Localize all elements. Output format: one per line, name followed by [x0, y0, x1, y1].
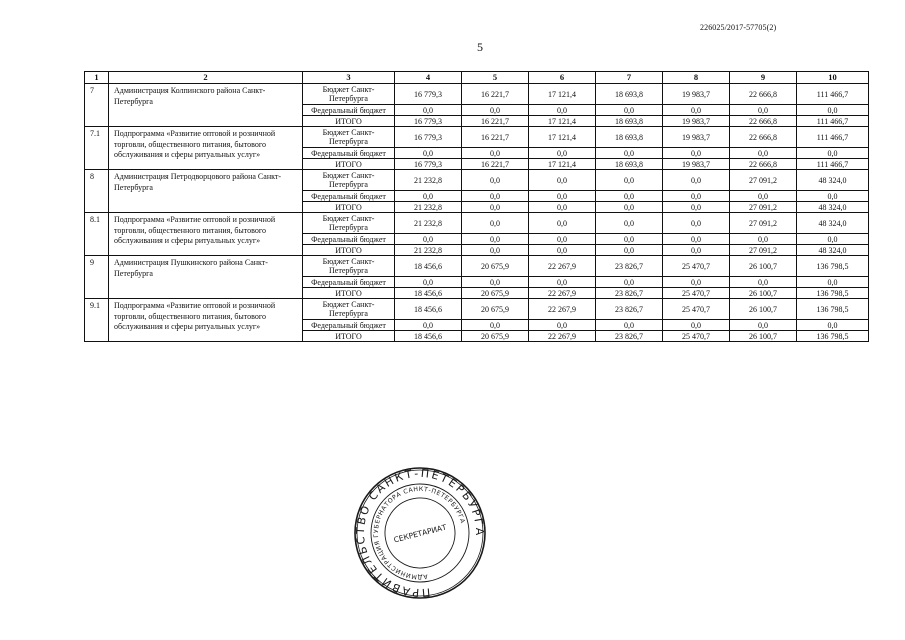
value-cell: 19 983,7 — [663, 159, 730, 170]
secretariat-stamp — [352, 465, 488, 601]
row-number: 9 — [85, 256, 109, 299]
funding-source: Федеральный бюджет — [303, 105, 395, 116]
row-name: Подпрограмма «Развитие оптовой и розничной торговли, общественного питания, бытового обслуживания и сферы ритуальных услуг» — [109, 127, 303, 170]
table-row — [85, 256, 869, 277]
value-cell: 19 983,7 — [663, 84, 730, 105]
value-cell: 0,0 — [730, 234, 797, 245]
value-cell: 0,0 — [529, 148, 596, 159]
value-cell: 0,0 — [596, 320, 663, 331]
row-name: Администрация Пушкинского района Санкт-Петербурга — [109, 256, 303, 299]
column-header: 10 — [797, 72, 869, 84]
value-cell: 0,0 — [730, 148, 797, 159]
value-cell: 136 798,5 — [797, 299, 869, 320]
value-cell: 27 091,2 — [730, 170, 797, 191]
value-cell: 0,0 — [596, 245, 663, 256]
value-cell: 0,0 — [529, 320, 596, 331]
value-cell: 22 267,9 — [529, 299, 596, 320]
table-row — [85, 299, 869, 320]
value-cell: 20 675,9 — [462, 331, 529, 342]
value-cell: 0,0 — [663, 234, 730, 245]
row-name: Подпрограмма «Развитие оптовой и розничной торговли, общественного питания, бытового обслуживания и сферы ритуальных услуг» — [109, 213, 303, 256]
value-cell: 0,0 — [462, 245, 529, 256]
funding-source: Бюджет Санкт-Петербурга — [303, 84, 395, 105]
row-number: 8.1 — [85, 213, 109, 256]
value-cell: 17 121,4 — [529, 127, 596, 148]
value-cell: 22 666,8 — [730, 84, 797, 105]
value-cell: 48 324,0 — [797, 213, 869, 234]
value-cell: 0,0 — [663, 277, 730, 288]
value-cell: 0,0 — [596, 105, 663, 116]
funding-source: ИТОГО — [303, 202, 395, 213]
value-cell: 0,0 — [797, 148, 869, 159]
value-cell: 16 779,3 — [395, 84, 462, 105]
value-cell: 0,0 — [529, 191, 596, 202]
funding-source: Федеральный бюджет — [303, 191, 395, 202]
value-cell: 136 798,5 — [797, 288, 869, 299]
value-cell: 16 779,3 — [395, 116, 462, 127]
value-cell: 0,0 — [395, 148, 462, 159]
row-number: 8 — [85, 170, 109, 213]
value-cell: 0,0 — [596, 213, 663, 234]
value-cell: 0,0 — [730, 320, 797, 331]
column-header: 5 — [462, 72, 529, 84]
value-cell: 111 466,7 — [797, 84, 869, 105]
column-header: 4 — [395, 72, 462, 84]
value-cell: 0,0 — [596, 234, 663, 245]
table-row — [85, 84, 869, 105]
value-cell: 26 100,7 — [730, 256, 797, 277]
value-cell: 0,0 — [730, 191, 797, 202]
row-name: Администрация Петродворцового района Санкт-Петербурга — [109, 170, 303, 213]
value-cell: 21 232,8 — [395, 170, 462, 191]
value-cell: 0,0 — [663, 191, 730, 202]
value-cell: 21 232,8 — [395, 245, 462, 256]
row-number: 7.1 — [85, 127, 109, 170]
value-cell: 136 798,5 — [797, 331, 869, 342]
value-cell: 26 100,7 — [730, 331, 797, 342]
value-cell: 23 826,7 — [596, 299, 663, 320]
value-cell: 111 466,7 — [797, 127, 869, 148]
funding-source: Федеральный бюджет — [303, 320, 395, 331]
column-header: 1 — [85, 72, 109, 84]
funding-source: ИТОГО — [303, 331, 395, 342]
value-cell: 27 091,2 — [730, 245, 797, 256]
value-cell: 0,0 — [797, 320, 869, 331]
value-cell: 0,0 — [395, 191, 462, 202]
value-cell: 0,0 — [797, 191, 869, 202]
value-cell: 0,0 — [395, 277, 462, 288]
value-cell: 25 470,7 — [663, 288, 730, 299]
value-cell: 0,0 — [462, 170, 529, 191]
funding-source: ИТОГО — [303, 116, 395, 127]
value-cell: 0,0 — [462, 277, 529, 288]
value-cell: 16 779,3 — [395, 127, 462, 148]
value-cell: 0,0 — [663, 320, 730, 331]
value-cell: 48 324,0 — [797, 170, 869, 191]
value-cell: 0,0 — [797, 277, 869, 288]
value-cell: 20 675,9 — [462, 288, 529, 299]
value-cell: 26 100,7 — [730, 288, 797, 299]
value-cell: 0,0 — [797, 234, 869, 245]
value-cell: 0,0 — [462, 202, 529, 213]
value-cell: 0,0 — [596, 148, 663, 159]
row-number: 9.1 — [85, 299, 109, 342]
value-cell: 0,0 — [529, 202, 596, 213]
value-cell: 22 267,9 — [529, 331, 596, 342]
value-cell: 0,0 — [797, 105, 869, 116]
value-cell: 21 232,8 — [395, 213, 462, 234]
value-cell: 111 466,7 — [797, 159, 869, 170]
value-cell: 0,0 — [462, 320, 529, 331]
value-cell: 22 666,8 — [730, 116, 797, 127]
value-cell: 0,0 — [462, 213, 529, 234]
value-cell: 16 221,7 — [462, 116, 529, 127]
value-cell: 111 466,7 — [797, 116, 869, 127]
value-cell: 136 798,5 — [797, 256, 869, 277]
value-cell: 0,0 — [596, 191, 663, 202]
value-cell: 22 267,9 — [529, 288, 596, 299]
value-cell: 17 121,4 — [529, 159, 596, 170]
value-cell: 23 826,7 — [596, 288, 663, 299]
value-cell: 0,0 — [462, 105, 529, 116]
value-cell: 22 666,8 — [730, 127, 797, 148]
value-cell: 0,0 — [596, 277, 663, 288]
value-cell: 0,0 — [529, 213, 596, 234]
value-cell: 0,0 — [596, 202, 663, 213]
stamp-outer-text: ПРАВИТЕЛЬСТВО САНКТ-ПЕТЕРБУРГА — [353, 466, 487, 600]
value-cell: 16 221,7 — [462, 84, 529, 105]
column-header: 2 — [109, 72, 303, 84]
funding-source: Бюджет Санкт-Петербурга — [303, 213, 395, 234]
value-cell: 26 100,7 — [730, 299, 797, 320]
value-cell: 20 675,9 — [462, 256, 529, 277]
value-cell: 0,0 — [395, 105, 462, 116]
value-cell: 0,0 — [529, 277, 596, 288]
value-cell: 0,0 — [395, 320, 462, 331]
value-cell: 0,0 — [529, 105, 596, 116]
table-row — [85, 170, 869, 191]
funding-source: Бюджет Санкт-Петербурга — [303, 170, 395, 191]
value-cell: 0,0 — [596, 170, 663, 191]
value-cell: 18 693,8 — [596, 127, 663, 148]
value-cell: 21 232,8 — [395, 202, 462, 213]
value-cell: 0,0 — [730, 277, 797, 288]
funding-source: ИТОГО — [303, 159, 395, 170]
value-cell: 19 983,7 — [663, 127, 730, 148]
value-cell: 25 470,7 — [663, 299, 730, 320]
value-cell: 48 324,0 — [797, 245, 869, 256]
value-cell: 18 456,6 — [395, 299, 462, 320]
table-row — [85, 127, 869, 148]
row-name: Подпрограмма «Развитие оптовой и розничной торговли, общественного питания, бытового обслуживания и сферы ритуальных услуг» — [109, 299, 303, 342]
value-cell: 0,0 — [529, 245, 596, 256]
funding-source: Бюджет Санкт-Петербурга — [303, 256, 395, 277]
value-cell: 23 826,7 — [596, 331, 663, 342]
value-cell: 25 470,7 — [663, 331, 730, 342]
value-cell: 16 779,3 — [395, 159, 462, 170]
value-cell: 27 091,2 — [730, 202, 797, 213]
value-cell: 0,0 — [462, 234, 529, 245]
value-cell: 18 456,6 — [395, 331, 462, 342]
column-header: 7 — [596, 72, 663, 84]
funding-source: Федеральный бюджет — [303, 234, 395, 245]
value-cell: 0,0 — [663, 170, 730, 191]
column-header: 3 — [303, 72, 395, 84]
value-cell: 0,0 — [462, 148, 529, 159]
value-cell: 16 221,7 — [462, 159, 529, 170]
value-cell: 18 693,8 — [596, 159, 663, 170]
value-cell: 22 666,8 — [730, 159, 797, 170]
value-cell: 16 221,7 — [462, 127, 529, 148]
value-cell: 20 675,9 — [462, 299, 529, 320]
page-number: 5 — [477, 40, 483, 54]
value-cell: 18 456,6 — [395, 256, 462, 277]
funding-source: ИТОГО — [303, 245, 395, 256]
stamp-inner-text: АДМИНИСТРАЦИЯ ГУБЕРНАТОРА САНКТ-ПЕТЕРБУРГА — [372, 485, 466, 581]
stamp-center-text: СЕКРЕТАРИАТ — [392, 522, 448, 545]
value-cell: 22 267,9 — [529, 256, 596, 277]
value-cell: 17 121,4 — [529, 84, 596, 105]
value-cell: 19 983,7 — [663, 116, 730, 127]
funding-source: ИТОГО — [303, 288, 395, 299]
funding-source: Бюджет Санкт-Петербурга — [303, 299, 395, 320]
value-cell: 0,0 — [663, 245, 730, 256]
column-header: 9 — [730, 72, 797, 84]
value-cell: 23 826,7 — [596, 256, 663, 277]
funding-source: Бюджет Санкт-Петербурга — [303, 127, 395, 148]
value-cell: 0,0 — [663, 213, 730, 234]
value-cell: 0,0 — [529, 170, 596, 191]
value-cell: 25 470,7 — [663, 256, 730, 277]
value-cell: 0,0 — [462, 191, 529, 202]
funding-source: Федеральный бюджет — [303, 277, 395, 288]
value-cell: 17 121,4 — [529, 116, 596, 127]
value-cell: 0,0 — [395, 234, 462, 245]
value-cell: 18 693,8 — [596, 116, 663, 127]
row-name: Администрация Колпинского района Санкт-Петербурга — [109, 84, 303, 127]
column-header: 8 — [663, 72, 730, 84]
value-cell: 0,0 — [663, 148, 730, 159]
value-cell: 0,0 — [663, 105, 730, 116]
funding-source: Федеральный бюджет — [303, 148, 395, 159]
row-number: 7 — [85, 84, 109, 127]
value-cell: 18 693,8 — [596, 84, 663, 105]
value-cell: 18 456,6 — [395, 288, 462, 299]
value-cell: 0,0 — [663, 202, 730, 213]
document-reference: 226025/2017-57705(2) — [700, 23, 777, 32]
value-cell: 0,0 — [529, 234, 596, 245]
value-cell: 0,0 — [730, 105, 797, 116]
value-cell: 48 324,0 — [797, 202, 869, 213]
value-cell: 27 091,2 — [730, 213, 797, 234]
table-header-row — [85, 72, 869, 84]
budget-table — [84, 71, 869, 342]
column-header: 6 — [529, 72, 596, 84]
table-row — [85, 213, 869, 234]
